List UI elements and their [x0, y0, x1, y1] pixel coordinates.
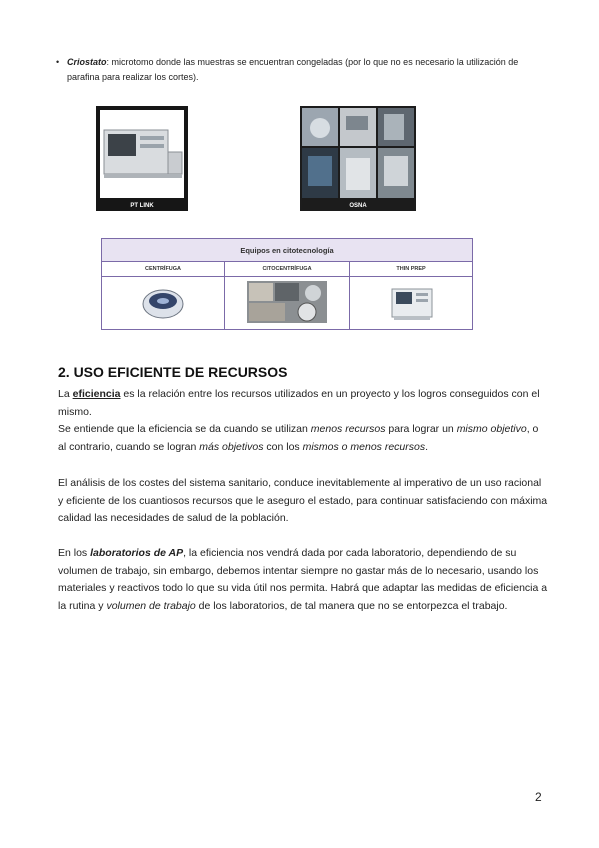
text-run: La [58, 388, 73, 400]
italic-run: más objetivos [199, 440, 264, 453]
italic-run: mismo objetivo [456, 423, 527, 435]
text-run: es la relación entre los recursos utilizados en un proyecto y los logros conseguidos con el mismo. [58, 388, 540, 418]
pt-link-image [96, 106, 188, 211]
criostato-bullet [58, 55, 528, 85]
paragraph-costes [58, 475, 548, 528]
column-header-centrifuga: CENTRÍFUGA [102, 262, 225, 277]
equipment-table-title: Equipos en citotecnología [102, 239, 473, 262]
italic-run: menos recursos [310, 423, 386, 435]
paragraph-laboratorios [58, 545, 548, 615]
text-run: , o al contrario, cuando se logran [58, 423, 539, 453]
thin-prep-image-cell [350, 277, 473, 330]
text-run: . [425, 440, 429, 453]
text-run: para lograr un [385, 423, 457, 435]
pt-link-caption: PT LINK [130, 203, 154, 209]
paragraph-eficiencia [58, 386, 548, 456]
laboratorios-term: laboratorios de AP [90, 547, 184, 559]
italic-run: mismos o menos recursos [302, 440, 426, 453]
explanation-line [58, 421, 548, 456]
osna-image [300, 106, 416, 211]
thin-prep-illustration [350, 277, 472, 327]
text-run: con los [263, 440, 303, 453]
pt-link-illustration [96, 106, 188, 201]
bullet-term: Criostato [67, 57, 107, 67]
column-header-citocentrifuga: CITOCENTRÍFUGA [225, 262, 350, 277]
citocentrifuga-image-cell [225, 277, 350, 330]
bullet-dot: • [56, 57, 60, 67]
eficiencia-term: eficiencia [72, 388, 121, 400]
section-heading: 2. USO EFICIENTE DE RECURSOS [58, 364, 288, 380]
bullet-text [58, 55, 528, 85]
italic-run: volumen de trabajo [106, 599, 196, 612]
page-number: 2 [535, 790, 542, 804]
centrifuga-image-cell [102, 277, 225, 330]
centrifuga-illustration [102, 277, 224, 327]
definition-line [58, 386, 548, 421]
text-run: Se entiende que la eficiencia se da cuando se utilizan [58, 423, 311, 435]
equipment-table [101, 238, 473, 330]
column-header-thin-prep: THIN PREP [350, 262, 473, 277]
text-run: de los laboratorios, de tal manera que no se entorpezca el trabajo. [195, 599, 508, 612]
text-run: , la eficiencia nos vendrá dada por cada laboratorio, dependiendo de su volumen de trabajo, sin embargo, debemos intentar siempre no gastar más de lo necesario, usando los materiales y reactivos todo lo que su vida útil nos permita. Habrá que adaptar las medidas de eficiencia a la rutina y [58, 547, 548, 612]
laboratorios-text [58, 545, 548, 615]
costes-text: El análisis de los costes del sistema sanitario, conduce inevitablemente al imperativo de un uso racional y eficiente de los cuantiosos recursos que le aseguro el estado, para continuar satisfaciendo con máxima calidad las necesidades de salud de la población. [58, 477, 548, 524]
osna-collage [300, 106, 416, 201]
osna-caption: OSNA [349, 203, 367, 209]
citocentrifuga-illustration [225, 277, 349, 327]
text-run: En los [58, 547, 91, 559]
bullet-description: : microtomo donde las muestras se encuentran congeladas (por lo que no es necesario la utilización de parafina para realizar los cortes). [67, 57, 519, 82]
